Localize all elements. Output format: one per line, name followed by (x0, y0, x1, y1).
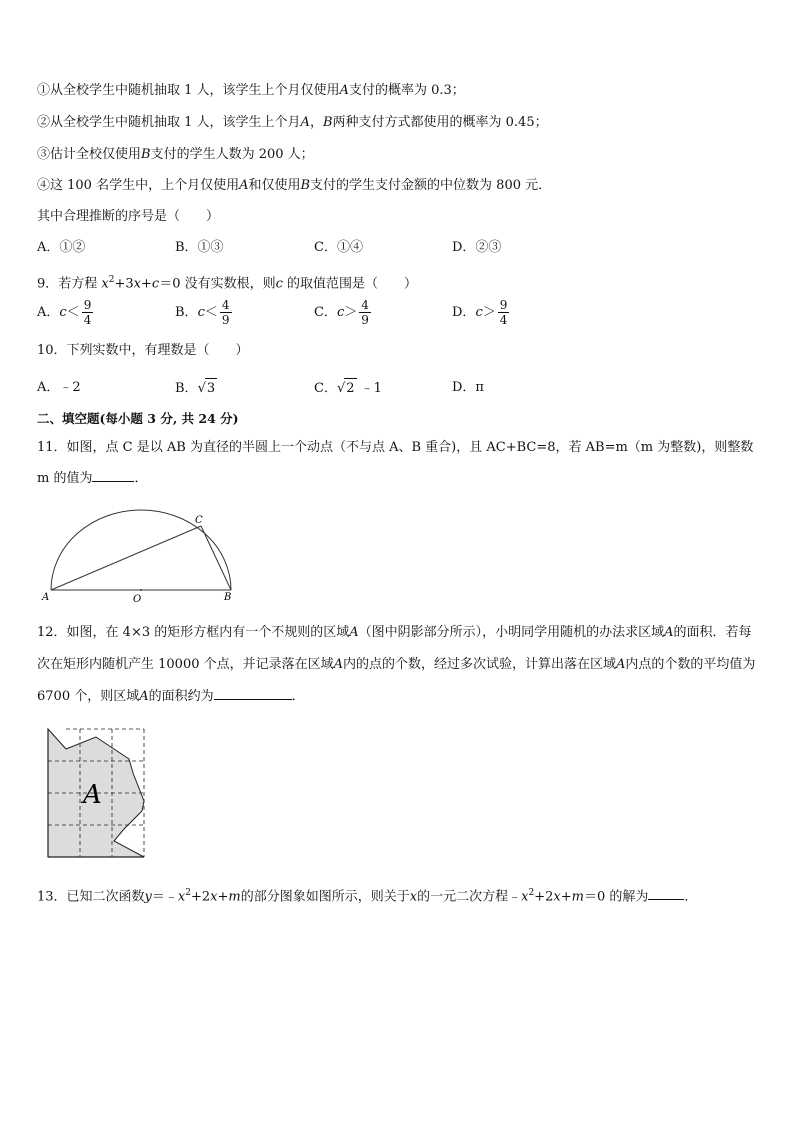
label-a: A (42, 592, 50, 603)
q11-stem (37, 432, 759, 494)
var-b: B (322, 115, 333, 130)
relation: ＞ (344, 305, 358, 320)
q12-t5: 内点的个数的平均值为 6700 个，则区域 (37, 657, 756, 704)
chord-bc (201, 526, 231, 590)
var-x: x (133, 276, 141, 292)
q8-statement-1 (37, 81, 465, 101)
q12-t2: （图中阴影部分所示），小明同学用随机的办法求区域 (358, 625, 665, 640)
sqrt-sign: √ (336, 381, 346, 396)
var-c: c (59, 305, 67, 320)
var-a: A (616, 657, 626, 672)
q10-option-b[interactable] (175, 378, 217, 399)
q8-option-d[interactable]: D．②③ (452, 240, 502, 255)
option-label: A． (37, 305, 60, 320)
denominator: 9 (221, 313, 230, 327)
period: ． (291, 689, 305, 704)
q8-option-b[interactable]: B．①③ (175, 240, 224, 255)
fraction (359, 298, 371, 327)
comma: ， (309, 115, 323, 130)
plus: + (141, 276, 152, 292)
chord-ac (51, 526, 201, 590)
var-x: x (521, 889, 529, 905)
q9-prefix: 9．若方程 (37, 276, 102, 292)
q10-c-tail: ﹣1 (360, 381, 382, 396)
q8-statement-2 (37, 113, 548, 133)
var-y: y (144, 889, 152, 905)
q12-t6: 的面积约为 (148, 689, 214, 704)
radicand: 3 (205, 378, 217, 399)
q13-t2: 的部分图象如图所示，则关于 (240, 889, 410, 905)
q12-stem (37, 617, 759, 713)
q9-option-c[interactable] (314, 298, 371, 327)
option-label: C． (314, 381, 337, 396)
var-a: A (300, 115, 310, 130)
q8-s4-tail: 支付的学生支付金额的中位数为 800 元． (310, 178, 552, 193)
numerator: 4 (221, 298, 230, 312)
sqrt-sign: √ (197, 381, 206, 396)
var-b: B (141, 147, 151, 162)
q13-eq: +2 (191, 889, 211, 905)
fraction (498, 298, 510, 327)
q12-t4: 内的点的个数，经过多次试验，计算出落在区域 (343, 657, 617, 672)
var-x: x (101, 276, 109, 292)
var-c: c (475, 305, 483, 320)
label-o: O (133, 594, 142, 605)
var-x: x (177, 889, 186, 905)
q10-stem: 10．下列实数中，有理数是（ ） (37, 343, 249, 358)
q9-eq-part: +3 (114, 276, 134, 292)
q8-s1-text: ①从全校学生中随机抽取 1 人，该学生上个月仅使用 (37, 83, 340, 98)
q8-s1-tail: 支付的概率为 0.3； (348, 83, 465, 98)
q8-prompt: 其中合理推断的序号是（ ） (37, 209, 220, 224)
radicand: 2 (344, 378, 356, 399)
q8-s2-text: ②从全校学生中随机抽取 1 人，该学生上个月 (37, 115, 301, 130)
period: ． (684, 889, 698, 905)
q8-s4-mid: 和仅使用 (248, 178, 301, 193)
q13-eq: ＝﹣ (151, 889, 178, 905)
option-label: B． (175, 381, 198, 396)
denominator: 4 (499, 313, 508, 327)
exponent: 2 (528, 888, 535, 898)
q13-t1: 13．已知二次函数 (37, 889, 145, 905)
relation: ＞ (482, 305, 496, 320)
q10-option-c[interactable] (314, 378, 382, 399)
q13-t4: ＝0 的解为 (583, 889, 649, 905)
q10-option-a[interactable]: A．﹣2 (37, 380, 81, 395)
var-m: m (571, 889, 584, 905)
denominator: 9 (361, 313, 369, 327)
q12-t1: 12．如图，在 4×3 的矩形方框内有一个不规则的区域 (37, 625, 350, 640)
option-label: D． (452, 305, 476, 320)
section-heading: 二、填空题(每小题 3 分, 共 24 分) (37, 411, 239, 426)
var-x: x (553, 889, 561, 905)
q8-s3-text: ③估计全校仅使用 (37, 147, 142, 162)
answer-blank[interactable] (214, 685, 292, 700)
option-label: B． (175, 305, 198, 320)
exponent: 2 (108, 275, 115, 285)
var-x: x (210, 889, 218, 905)
numerator: 9 (83, 298, 92, 312)
var-a: A (339, 83, 349, 98)
var-m: m (228, 889, 241, 905)
fraction (82, 298, 94, 327)
denominator: 4 (83, 313, 92, 327)
q9-option-d[interactable] (452, 298, 509, 327)
relation: ＜ (204, 305, 218, 320)
fraction (220, 298, 232, 327)
q13-t3: 的一元二次方程﹣ (417, 889, 522, 905)
q10-option-d[interactable]: D．π (452, 380, 484, 395)
var-a: A (349, 625, 359, 640)
q8-statement-3 (37, 145, 314, 165)
q9-eq-tail: ＝0 没有实数根，则 (159, 276, 276, 292)
var-a: A (664, 625, 674, 640)
var-a: A (333, 657, 344, 672)
var-a: A (239, 178, 249, 193)
plus: + (217, 889, 229, 905)
q13-eq: +2 (534, 889, 554, 905)
var-c: c (275, 276, 283, 292)
var-c: c (336, 305, 345, 320)
numerator: 9 (499, 298, 508, 312)
q9-stem (37, 270, 417, 294)
period: ． (134, 471, 148, 486)
q9-option-a[interactable] (37, 298, 93, 327)
q11-text: 11．如图，点 C 是以 AB 为直径的半圆上一个动点（不与点 A、B 重合)，且 AC+BC=8，若 AB=m（m 为整数)，则整数 m 的值为 (37, 440, 754, 486)
var-x: x (409, 889, 418, 905)
answer-blank[interactable] (648, 885, 684, 900)
plus: + (560, 889, 572, 905)
answer-blank[interactable] (92, 467, 134, 482)
exponent: 2 (185, 888, 191, 898)
var-a: A (139, 689, 149, 704)
option-label: C． (314, 305, 337, 320)
q13-stem (37, 883, 697, 907)
numerator: 4 (361, 298, 369, 312)
var-b: B (300, 178, 311, 193)
label-c: C (195, 515, 203, 526)
q12-t3: 的面积．若每次在矩形内随机产生 10000 个点，并记录落在区域 (37, 625, 752, 672)
q9-suffix: 的取值范围是（ ） (282, 276, 418, 292)
center-point (140, 589, 142, 591)
relation: ＜ (66, 305, 80, 320)
q8-s3-tail: 支付的学生人数为 200 人； (150, 147, 314, 162)
q8-s4-text: ④这 100 名学生中，上个月仅使用 (37, 178, 240, 193)
q8-option-a[interactable]: A．①② (37, 240, 86, 255)
region-label: A (83, 780, 102, 810)
semicircle-figure (36, 505, 246, 605)
q9-option-b[interactable] (175, 298, 232, 327)
q8-statement-4 (37, 176, 551, 196)
var-c: c (197, 305, 205, 320)
region-grid-figure (44, 725, 150, 861)
label-b: B (224, 592, 232, 603)
q8-s2-tail: 两种支付方式都使用的概率为 0.45； (332, 115, 548, 130)
q8-option-c[interactable]: C．①④ (314, 240, 363, 255)
var-c: c (151, 276, 160, 292)
